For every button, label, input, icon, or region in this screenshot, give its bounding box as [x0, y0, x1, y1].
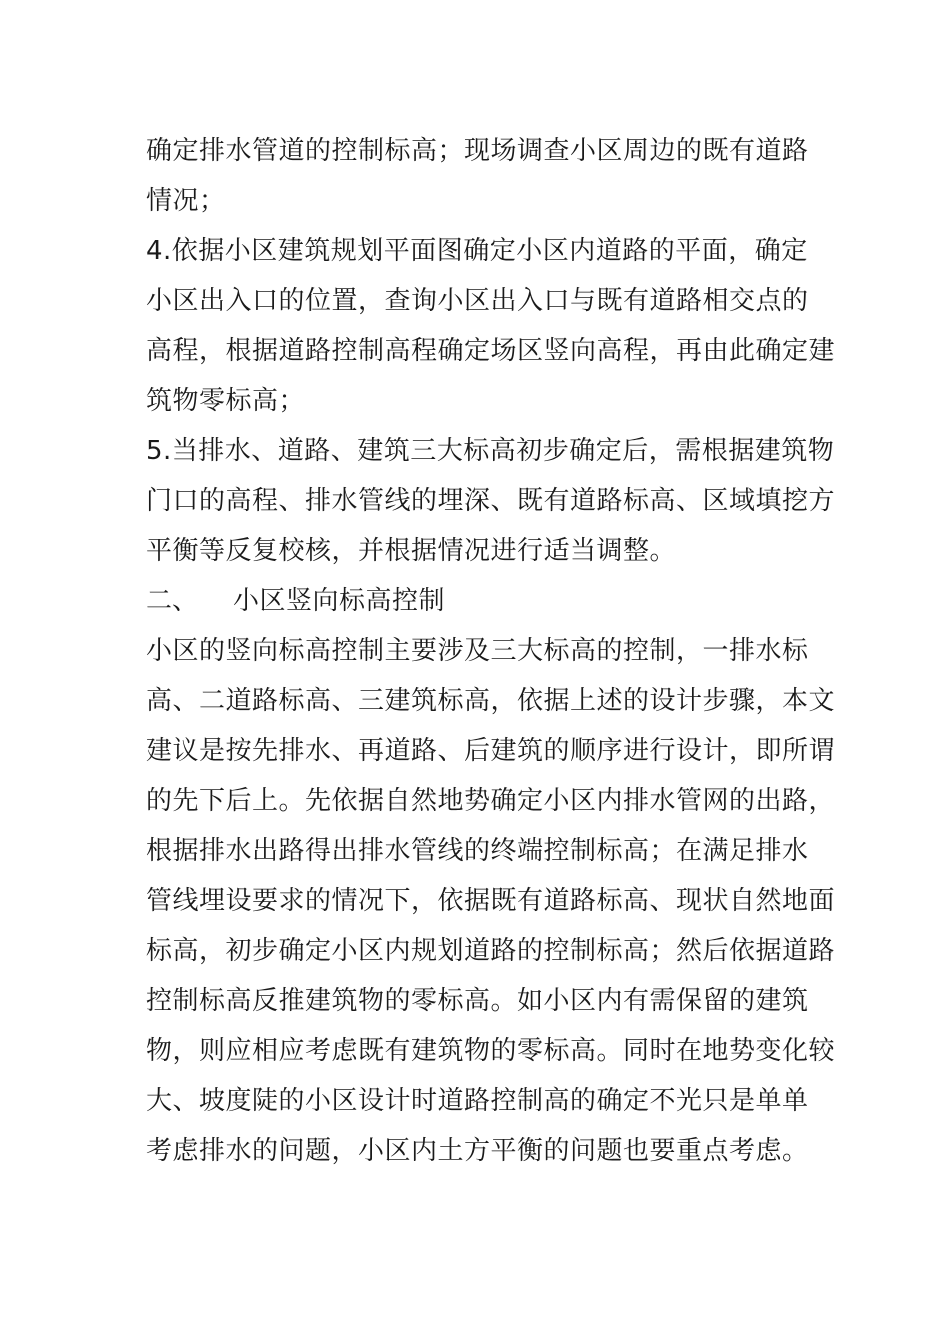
text-line: 大、坡度陡的小区设计时道路控制高的确定不光只是单单	[146, 1086, 809, 1116]
text-line: 平衡等反复校核，并根据情况进行适当调整。	[146, 536, 677, 566]
text-line: 建议是按先排水、再道路、后建筑的顺序进行设计，即所谓	[146, 736, 836, 766]
text-line: 小区的竖向标高控制主要涉及三大标高的控制，一排水标	[146, 636, 809, 666]
text-line: 考虑排水的问题，小区内土方平衡的问题也要重点考虑。	[146, 1136, 809, 1166]
text-line: 确定排水管道的控制标高；现场调查小区周边的既有道路	[146, 136, 809, 166]
text-line: 标高，初步确定小区内规划道路的控制标高；然后依据道路	[146, 936, 836, 966]
text-line: 管线埋设要求的情况下，依据既有道路标高、现状自然地面	[146, 886, 836, 916]
text-line: 5.当排水、道路、建筑三大标高初步确定后，需根据建筑物	[146, 436, 835, 466]
text-line: 根据排水出路得出排水管线的终端控制标高；在满足排水	[146, 836, 809, 866]
text-line: 小区出入口的位置，查询小区出入口与既有道路相交点的	[146, 286, 809, 316]
text-line: 高、二道路标高、三建筑标高，依据上述的设计步骤，本文	[146, 686, 836, 716]
section-number: 二、	[146, 586, 199, 616]
text-line: 控制标高反推建筑物的零标高。如小区内有需保留的建筑	[146, 986, 809, 1016]
section-title: 小区竖向标高控制	[233, 586, 446, 616]
text-line: 筑物零标高；	[146, 386, 306, 416]
text-line: 门口的高程、排水管线的埋深、既有道路标高、区域填挖方	[146, 486, 836, 516]
text-line: 情况；	[146, 186, 226, 216]
text-line: 高程，根据道路控制高程确定场区竖向高程，再由此确定建	[146, 336, 836, 366]
text-line: 的先下后上。先依据自然地势确定小区内排水管网的出路，	[146, 786, 836, 816]
text-line: 物，则应相应考虑既有建筑物的零标高。同时在地势变化较	[146, 1036, 836, 1066]
text-line: 4.依据小区建筑规划平面图确定小区内道路的平面，确定	[146, 236, 808, 266]
